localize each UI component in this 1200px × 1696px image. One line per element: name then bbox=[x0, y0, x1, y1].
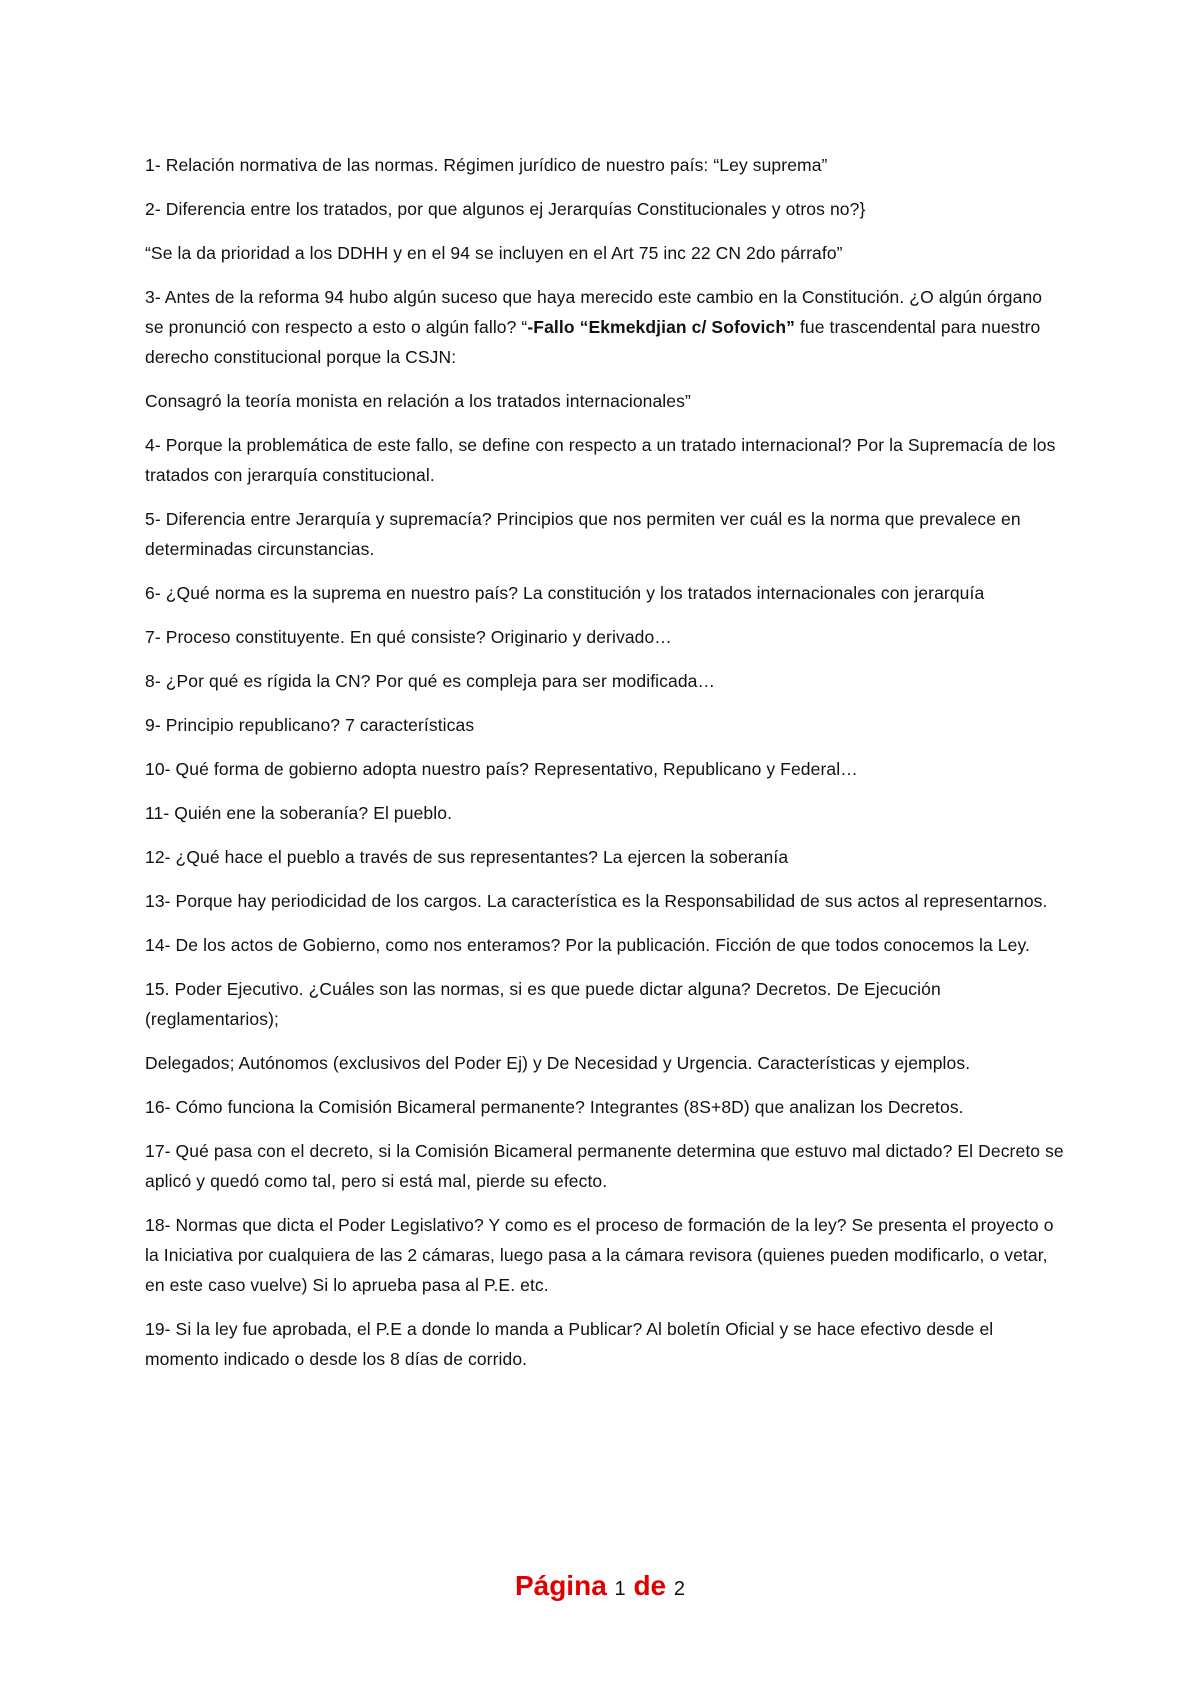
paragraph-3-text-end: fue trascendental para nuestro derecho constitucional porque la CSJN: bbox=[145, 317, 1041, 367]
paragraph-3 bbox=[145, 282, 1065, 372]
paragraph-2: 2- Diferencia entre los tratados, por que algunos ej Jerarquías Constitucionales y otros no?} bbox=[145, 199, 866, 219]
paragraph-2-quote: “Se la da prioridad a los DDHH y en el 94 se incluyen en el Art 75 inc 22 CN 2do párrafo” bbox=[145, 243, 843, 263]
paragraph-3-continuation: Consagró la teoría monista en relación a los tratados internacionales” bbox=[145, 391, 691, 411]
paragraph-1: 1- Relación normativa de las normas. Régimen jurídico de nuestro país: “Ley suprema” bbox=[145, 155, 828, 175]
paragraph-18: 18- Normas que dicta el Poder Legislativo? Y como es el proceso de formación de la ley? Se presenta el proyecto o la Iniciativa por cualquiera de las 2 cámaras, luego pasa a la cámara revisora (quienes pueden modificarlo, o vetar, en este caso vuelve) Si lo aprueba pasa al P.E. etc. bbox=[145, 1215, 1054, 1295]
paragraph-15: 15. Poder Ejecutivo. ¿Cuáles son las normas, si es que puede dictar alguna? Decretos. De Ejecución (reglamentarios); bbox=[145, 979, 941, 1029]
footer-page-word: Página bbox=[514, 1570, 607, 1601]
paragraph-11: 11- Quién ene la soberanía? El pueblo. bbox=[145, 803, 453, 823]
paragraph-5: 5- Diferencia entre Jerarquía y supremacía? Principios que nos permiten ver cuál es la norma que prevalece en determinadas circunstancias. bbox=[145, 509, 1021, 559]
footer-current-page: 1 bbox=[614, 1578, 626, 1600]
paragraph-19: 19- Si la ley fue aprobada, el P.E a donde lo manda a Publicar? Al boletín Oficial y se hace efectivo desde el momento indicado o desde los 8 días de corrido. bbox=[145, 1319, 994, 1369]
paragraph-16: 16- Cómo funciona la Comisión Bicameral permanente? Integrantes (8S+8D) que analizan los Decretos. bbox=[145, 1097, 964, 1117]
document-body bbox=[145, 150, 1065, 1388]
paragraph-17: 17- Qué pasa con el decreto, si la Comisión Bicameral permanente determina que estuvo mal dictado? El Decreto se aplicó y quedó como tal, pero si está mal, pierde su efecto. bbox=[145, 1141, 1064, 1191]
paragraph-9: 9- Principio republicano? 7 características bbox=[145, 715, 475, 735]
paragraph-12: 12- ¿Qué hace el pueblo a través de sus representantes? La ejercen la soberanía bbox=[145, 847, 789, 867]
paragraph-4: 4- Porque la problemática de este fallo, se define con respecto a un tratado internacional? Por la Supremacía de los tratados con jerarquía constitucional. bbox=[145, 435, 1056, 485]
footer-total-pages: 2 bbox=[673, 1578, 686, 1600]
paragraph-3-case-name: -Fallo “Ekmekdjian c/ Sofovich” bbox=[527, 317, 795, 337]
footer-of-word: de bbox=[633, 1570, 667, 1601]
paragraph-8: 8- ¿Por qué es rígida la CN? Por qué es compleja para ser modificada… bbox=[145, 671, 716, 691]
paragraph-10: 10- Qué forma de gobierno adopta nuestro país? Representativo, Republicano y Federal… bbox=[145, 759, 858, 779]
paragraph-3-text: 3- Antes de la reforma 94 hubo algún suceso que haya merecido este cambio en la Constitución. ¿O algún órgano se pronunció con respecto a esto o algún fallo? “ bbox=[145, 287, 1043, 337]
paragraph-6: 6- ¿Qué norma es la suprema en nuestro país? La constitución y los tratados internacionales con jerarquía bbox=[145, 583, 985, 603]
paragraph-14: 14- De los actos de Gobierno, como nos enteramos? Por la publicación. Ficción de que todos conocemos la Ley. bbox=[145, 935, 1030, 955]
page-footer bbox=[0, 1570, 1200, 1602]
paragraph-15-continuation: Delegados; Autónomos (exclusivos del Poder Ej) y De Necesidad y Urgencia. Características y ejemplos. bbox=[145, 1053, 971, 1073]
paragraph-7: 7- Proceso constituyente. En qué consiste? Originario y derivado… bbox=[145, 627, 672, 647]
paragraph-13: 13- Porque hay periodicidad de los cargos. La característica es la Responsabilidad de sus actos al representarnos. bbox=[145, 891, 1048, 911]
